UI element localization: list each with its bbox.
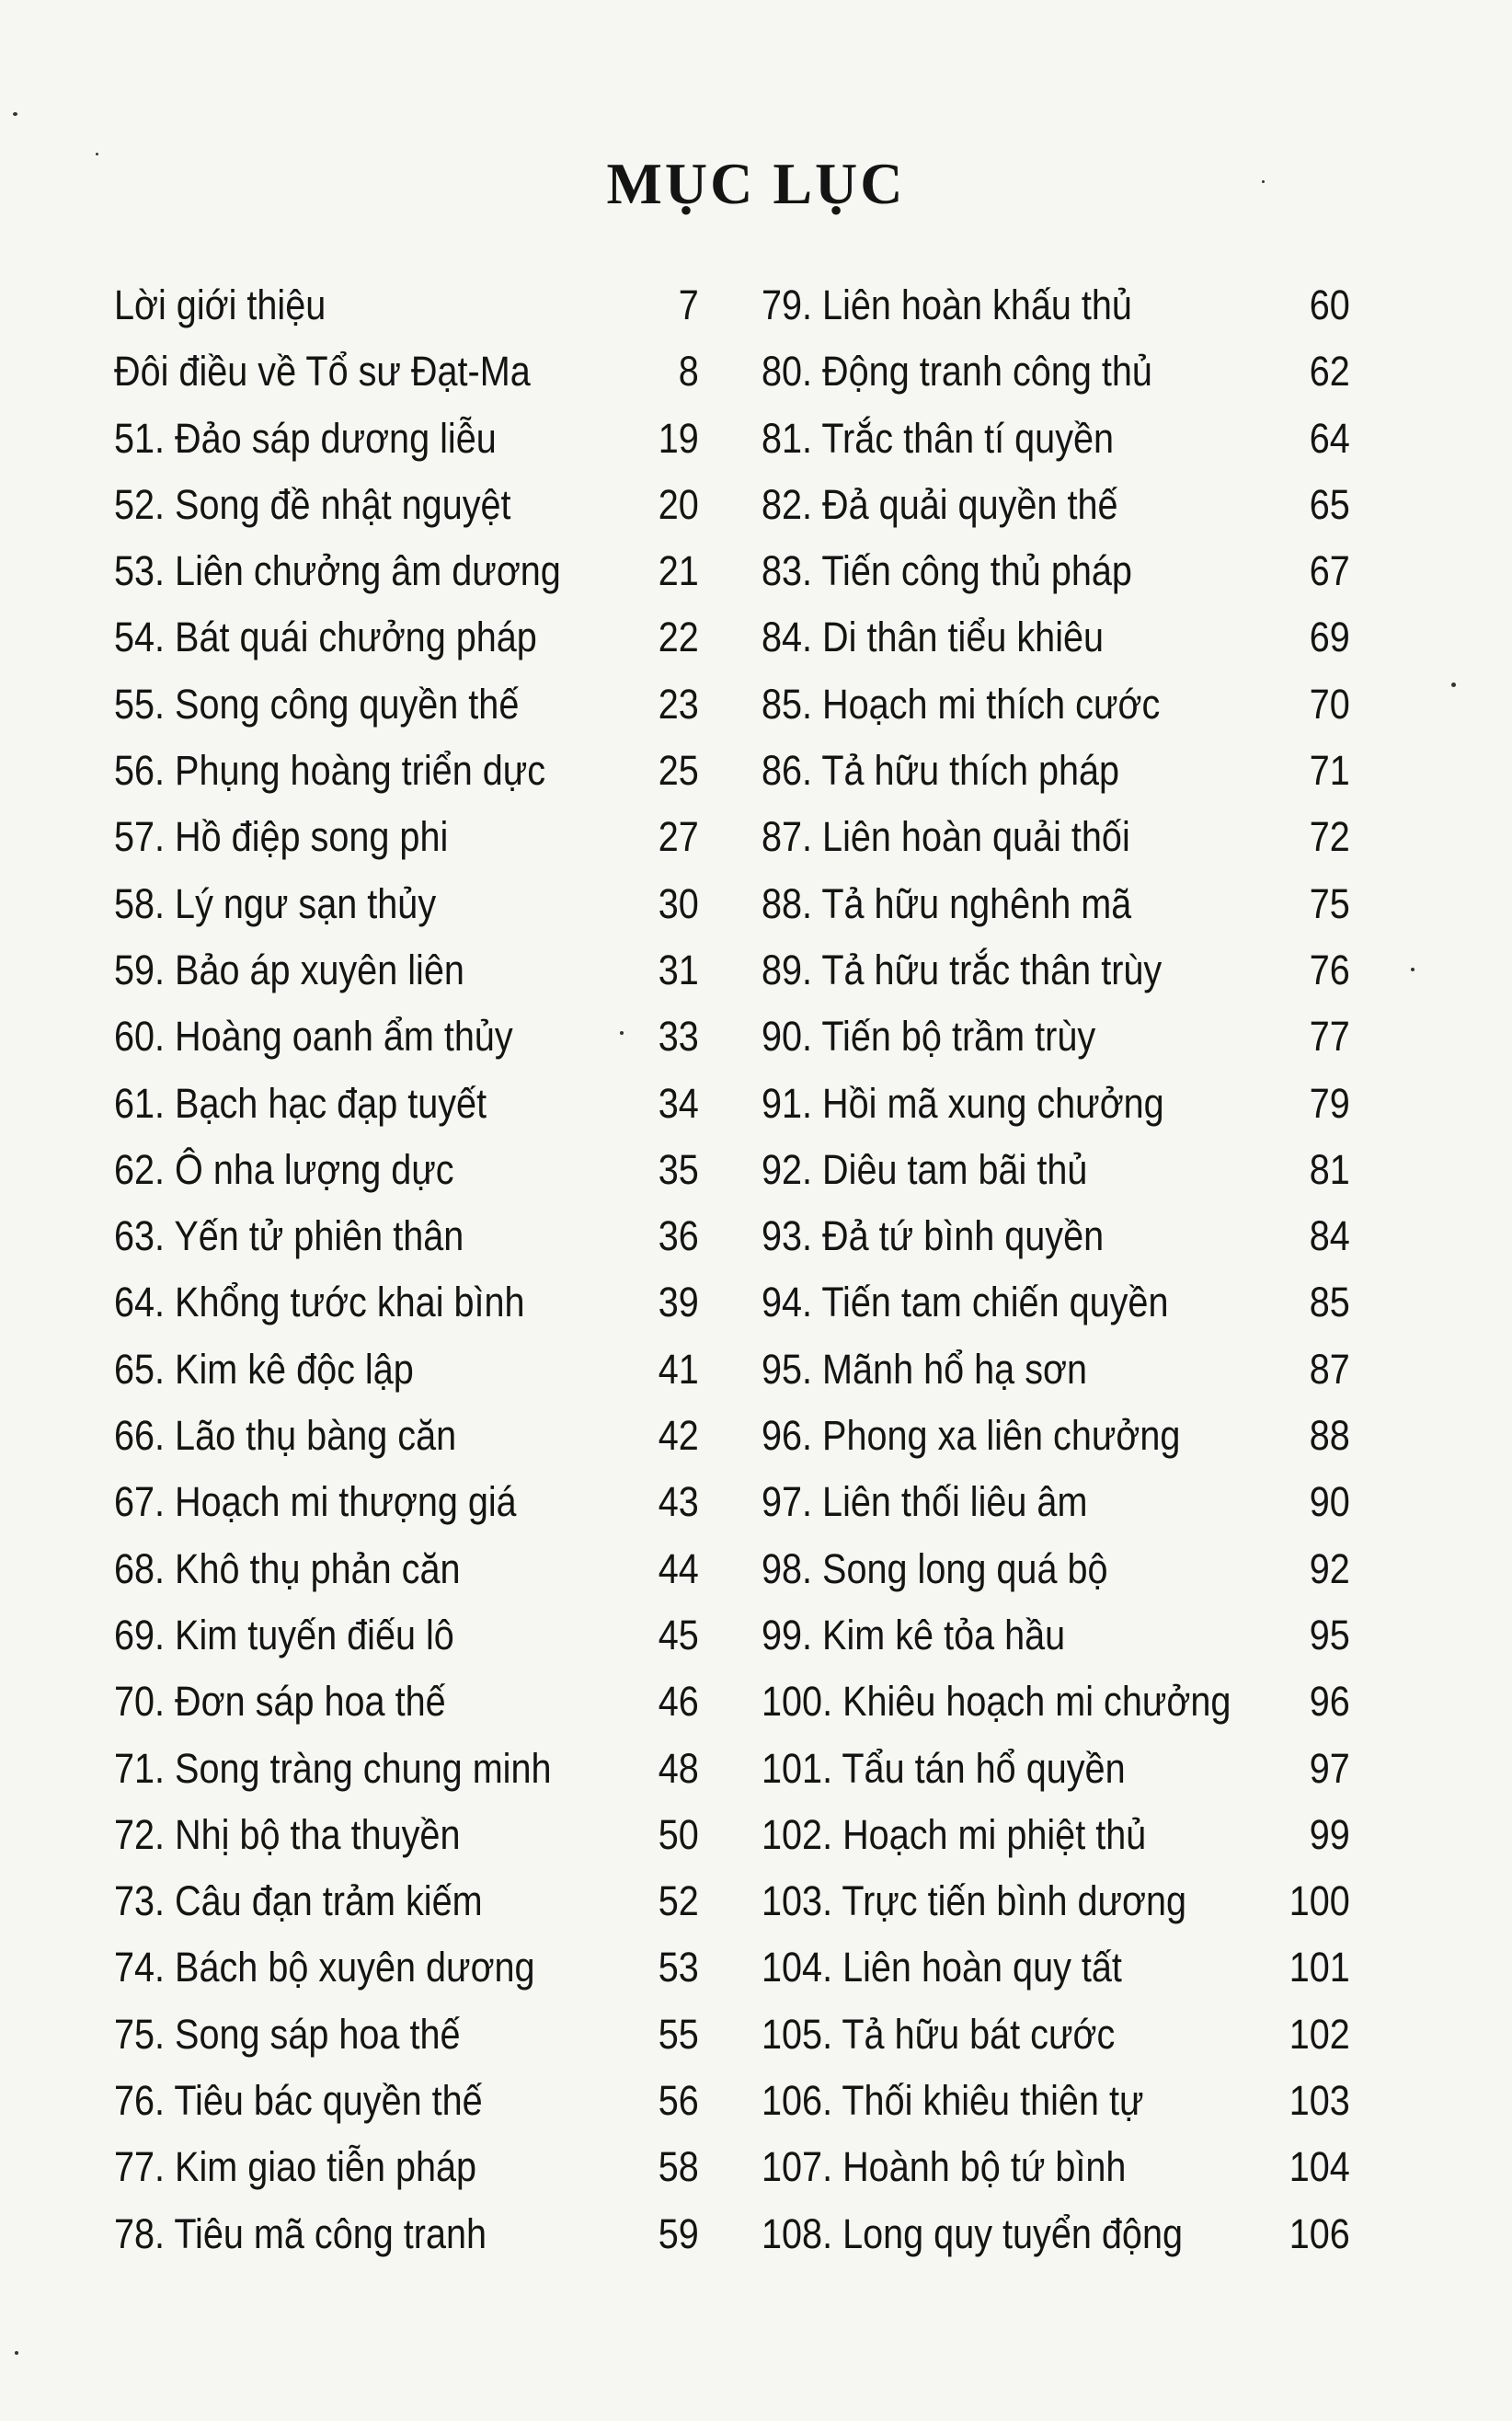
toc-entry-page: 8	[678, 348, 699, 396]
toc-entry-title: 82. Đả quải quyền thế	[762, 480, 1118, 528]
toc-entry	[114, 1934, 699, 2001]
scan-speck	[620, 1031, 624, 1035]
toc-entry-title: 84. Di thân tiểu khiêu	[762, 614, 1105, 661]
toc-entry-title: 65. Kim kê độc lập	[114, 1345, 414, 1393]
toc-entry	[114, 738, 699, 804]
toc-entry-page: 81	[1309, 1145, 1350, 1193]
toc-entry-page: 69	[1309, 614, 1350, 661]
toc-entry-title: 63. Yến tử phiên thân	[114, 1212, 464, 1260]
toc-entry-page: 50	[658, 1810, 699, 1858]
toc-entry	[762, 2002, 1350, 2068]
toc-entry-title: 103. Trực tiến bình dương	[762, 1877, 1187, 1925]
toc-entry	[114, 671, 699, 738]
toc-entry	[762, 406, 1350, 472]
toc-entry	[114, 538, 699, 604]
toc-entry	[762, 1602, 1350, 1669]
toc-entry-title: 73. Câu đạn trảm kiếm	[114, 1877, 483, 1925]
toc-entry-title: 97. Liên thối liêu âm	[762, 1478, 1088, 1526]
toc-entry	[762, 1269, 1350, 1336]
toc-entry	[762, 1469, 1350, 1535]
toc-entry-title: 107. Hoành bộ tứ bình	[762, 2143, 1127, 2191]
toc-entry	[114, 1403, 699, 1469]
toc-entry	[762, 538, 1350, 604]
toc-entry-title: 79. Liên hoàn khấu thủ	[762, 281, 1132, 328]
toc-entry	[762, 1669, 1350, 1735]
toc-entry-page: 106	[1289, 2209, 1350, 2257]
toc-entry-page: 41	[658, 1345, 699, 1393]
toc-entry	[762, 2134, 1350, 2200]
toc-entry-title: 105. Tả hữu bát cước	[762, 2010, 1116, 2058]
toc-entry-page: 88	[1309, 1412, 1350, 1460]
toc-entry	[114, 1868, 699, 1934]
toc-entry-page: 75	[1309, 879, 1350, 927]
toc-entry-title: 61. Bạch hạc đạp tuyết	[114, 1079, 487, 1127]
toc-entry-page: 62	[1309, 348, 1350, 396]
toc-entry-page: 104	[1289, 2143, 1350, 2191]
toc-entry-page: 39	[658, 1279, 699, 1326]
toc-entry-title: 88. Tả hữu nghênh mã	[762, 879, 1132, 927]
toc-entry-page: 67	[1309, 547, 1350, 595]
toc-entry	[762, 804, 1350, 870]
toc-entry-title: 77. Kim giao tiễn pháp	[114, 2143, 477, 2191]
toc-entry	[114, 2134, 699, 2200]
toc-entry-title: 101. Tẩu tán hổ quyền	[762, 1744, 1126, 1792]
toc-entry	[762, 338, 1350, 405]
toc-entry-page: 101	[1289, 1944, 1350, 1991]
toc-entry	[114, 338, 699, 405]
scan-speck	[1411, 968, 1415, 971]
toc-entry-title: 58. Lý ngư sạn thủy	[114, 879, 437, 927]
toc-entry-title: 68. Khô thụ phản căn	[114, 1544, 461, 1592]
toc-entry	[114, 871, 699, 937]
toc-entry-page: 96	[1309, 1678, 1350, 1726]
toc-entry	[114, 1004, 699, 1070]
toc-entry-page: 22	[658, 614, 699, 661]
toc-entry-page: 79	[1309, 1079, 1350, 1127]
toc-entry-title: 100. Khiêu hoạch mi chưởng	[762, 1678, 1231, 1726]
toc-entry-page: 60	[1309, 281, 1350, 328]
toc-entry-page: 7	[678, 281, 699, 328]
toc-entry-page: 48	[658, 1744, 699, 1792]
toc-entry	[762, 2201, 1350, 2267]
toc-entry-page: 65	[1309, 480, 1350, 528]
toc-entry	[762, 1802, 1350, 1868]
toc-entry	[114, 472, 699, 538]
toc-entry-title: 108. Long quy tuyển động	[762, 2209, 1183, 2257]
toc-entry-title: 64. Khổng tước khai bình	[114, 1279, 525, 1326]
toc-entry-title: 102. Hoạch mi phiệt thủ	[762, 1810, 1147, 1858]
toc-entry-page: 71	[1309, 747, 1350, 795]
toc-entry-page: 27	[658, 813, 699, 861]
toc-entry	[762, 472, 1350, 538]
toc-entry	[114, 1269, 699, 1336]
page-title: MỤC LỤC	[606, 151, 906, 216]
toc-entry-page: 76	[1309, 946, 1350, 993]
toc-entry	[762, 1934, 1350, 2001]
toc-entry-title: 78. Tiêu mã công tranh	[114, 2209, 487, 2257]
toc-entry	[762, 2068, 1350, 2134]
toc-entry	[114, 1137, 699, 1203]
toc-entry-title: 56. Phụng hoàng triển dực	[114, 747, 546, 795]
toc-entry	[762, 871, 1350, 937]
toc-entry	[114, 2201, 699, 2267]
toc-entry-page: 72	[1309, 813, 1350, 861]
toc-entry-title: 74. Bách bộ xuyên dương	[114, 1944, 535, 1991]
toc-entry-page: 23	[658, 680, 699, 728]
toc-entry-title: 59. Bảo áp xuyên liên	[114, 946, 464, 993]
toc-entry-title: 72. Nhị bộ tha thuyền	[114, 1810, 461, 1858]
toc-entry-title: 89. Tả hữu trắc thân trùy	[762, 946, 1163, 993]
toc-entry-title: 92. Diêu tam bãi thủ	[762, 1145, 1088, 1193]
toc-entry	[114, 1736, 699, 1802]
toc-entry-title: 81. Trắc thân tí quyền	[762, 414, 1115, 462]
toc-entry-page: 59	[658, 2209, 699, 2257]
toc-entry-title: 70. Đơn sáp hoa thế	[114, 1678, 446, 1726]
toc-entry	[114, 1536, 699, 1602]
toc-entry-page: 95	[1309, 1611, 1350, 1658]
toc-entry	[762, 1071, 1350, 1137]
toc-entry-title: 71. Song tràng chung minh	[114, 1744, 552, 1792]
toc-entry-title: 53. Liên chưởng âm dương	[114, 547, 561, 595]
toc-entry-page: 55	[658, 2010, 699, 2058]
toc-entry	[114, 1337, 699, 1403]
toc-entry-page: 70	[1309, 680, 1350, 728]
toc-entry-page: 58	[658, 2143, 699, 2191]
toc-entry	[114, 937, 699, 1004]
toc-entry-page: 84	[1309, 1212, 1350, 1260]
toc-left-column	[114, 272, 699, 2267]
toc-entry-title: 51. Đảo sáp dương liễu	[114, 414, 497, 462]
toc-entry-title: 91. Hồi mã xung chưởng	[762, 1079, 1164, 1127]
scan-speck	[1451, 683, 1456, 687]
toc-entry-title: 60. Hoàng oanh ẩm thủy	[114, 1013, 513, 1061]
toc-entry-title: 106. Thối khiêu thiên tự	[762, 2077, 1144, 2125]
toc-entry	[114, 1602, 699, 1669]
toc-entry-page: 25	[658, 747, 699, 795]
toc-entry-title: 54. Bát quái chưởng pháp	[114, 614, 537, 661]
toc-entry-page: 44	[658, 1544, 699, 1592]
toc-entry	[762, 937, 1350, 1004]
toc-entry-title: 98. Song long quá bộ	[762, 1544, 1108, 1592]
toc-entry-page: 97	[1309, 1744, 1350, 1792]
toc-entry	[762, 738, 1350, 804]
toc-entry-page: 99	[1309, 1810, 1350, 1858]
toc-entry-page: 103	[1289, 2077, 1350, 2125]
toc-entry-page: 36	[658, 1212, 699, 1260]
toc-entry-page: 45	[658, 1611, 699, 1658]
toc-entry-title: 93. Đả tứ bình quyền	[762, 1212, 1105, 1260]
toc-entry	[762, 1403, 1350, 1469]
scan-speck	[13, 112, 17, 116]
toc-entry-page: 20	[658, 480, 699, 528]
toc-entry-page: 85	[1309, 1279, 1350, 1326]
toc-entry-title: 69. Kim tuyến điếu lô	[114, 1611, 454, 1658]
scan-speck	[1262, 180, 1265, 183]
toc-entry-page: 56	[658, 2077, 699, 2125]
toc-entry-title: 90. Tiến bộ trầm trùy	[762, 1013, 1096, 1061]
toc-entry-page: 90	[1309, 1478, 1350, 1526]
toc-entry-title: 96. Phong xa liên chưởng	[762, 1412, 1181, 1460]
toc-entry	[114, 272, 699, 338]
toc-entry	[114, 406, 699, 472]
toc-entry-title: 62. Ô nha lượng dực	[114, 1145, 454, 1193]
toc-entry	[114, 804, 699, 870]
toc-entry-title: 104. Liên hoàn quy tất	[762, 1944, 1122, 1991]
toc-entry	[762, 1536, 1350, 1602]
toc-entry	[762, 1736, 1350, 1802]
toc-entry-title: 57. Hồ điệp song phi	[114, 813, 449, 861]
toc-entry-page: 30	[658, 879, 699, 927]
toc-entry	[114, 1071, 699, 1137]
toc-entry	[762, 671, 1350, 738]
toc-entry	[114, 2002, 699, 2068]
toc-entry-page: 42	[658, 1412, 699, 1460]
toc-entry	[762, 1203, 1350, 1269]
toc-entry-page: 35	[658, 1145, 699, 1193]
toc-entry-page: 92	[1309, 1544, 1350, 1592]
toc-entry-page: 77	[1309, 1013, 1350, 1061]
toc-entry	[114, 1469, 699, 1535]
toc-entry-page: 33	[658, 1013, 699, 1061]
toc-entry-page: 52	[658, 1877, 699, 1925]
toc-entry-title: 94. Tiến tam chiến quyền	[762, 1279, 1169, 1326]
toc-entry	[114, 1802, 699, 1868]
toc-right-column	[762, 272, 1350, 2267]
toc-entry-title: 75. Song sáp hoa thế	[114, 2010, 461, 2058]
toc-entry	[762, 272, 1350, 338]
toc-entry-title: 85. Hoạch mi thích cước	[762, 680, 1161, 728]
toc-entry	[114, 1669, 699, 1735]
toc-entry	[114, 604, 699, 671]
toc-entry-page: 87	[1309, 1345, 1350, 1393]
toc-entry-page: 31	[658, 946, 699, 993]
toc-entry	[762, 1337, 1350, 1403]
toc-entry-title: 76. Tiêu bác quyền thế	[114, 2077, 483, 2125]
toc-entry-title: 67. Hoạch mi thượng giá	[114, 1478, 517, 1526]
toc-entry	[114, 1203, 699, 1269]
toc-entry	[762, 1004, 1350, 1070]
toc-entry-title: 80. Động tranh công thủ	[762, 348, 1152, 396]
toc-entry-title: 83. Tiến công thủ pháp	[762, 547, 1132, 595]
toc-entry-title: 87. Liên hoàn quải thối	[762, 813, 1130, 861]
toc-entry	[762, 604, 1350, 671]
scan-speck	[96, 153, 98, 155]
toc-entry-page: 64	[1309, 414, 1350, 462]
toc-entry-title: Đôi điều về Tổ sư Đạt-Ma	[114, 348, 531, 396]
toc-entry-title: 99. Kim kê tỏa hầu	[762, 1611, 1066, 1658]
toc-entry-page: 100	[1289, 1877, 1350, 1925]
toc-entry-page: 46	[658, 1678, 699, 1726]
toc-entry	[114, 2068, 699, 2134]
toc-entry-page: 34	[658, 1079, 699, 1127]
toc-entry-title: 86. Tả hữu thích pháp	[762, 747, 1120, 795]
toc-entry-title: 55. Song công quyền thế	[114, 680, 520, 728]
toc-entry-title: 95. Mãnh hổ hạ sơn	[762, 1345, 1088, 1393]
toc-entry-page: 19	[658, 414, 699, 462]
toc-entry-page: 21	[658, 547, 699, 595]
scan-speck	[15, 2351, 18, 2355]
toc-entry	[762, 1868, 1350, 1934]
toc-entry-title: 66. Lão thụ bàng căn	[114, 1412, 457, 1460]
toc-entry-page: 102	[1289, 2010, 1350, 2058]
toc-entry	[762, 1137, 1350, 1203]
toc-entry-page: 53	[658, 1944, 699, 1991]
toc-entry-title: Lời giới thiệu	[114, 281, 326, 328]
toc-entry-page: 43	[658, 1478, 699, 1526]
toc-entry-title: 52. Song đề nhật nguyệt	[114, 480, 511, 528]
